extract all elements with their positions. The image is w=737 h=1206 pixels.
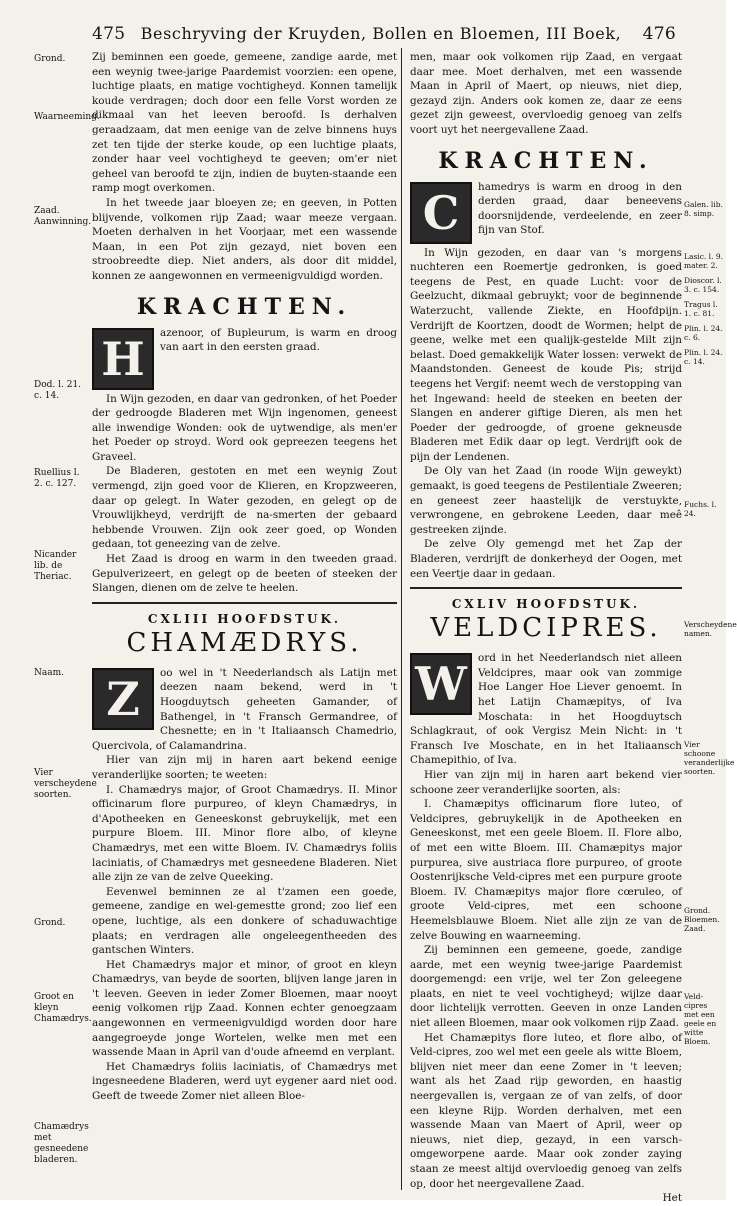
drop-capital: H [92,328,154,390]
paragraph: In het tweede jaar bloeyen ze; en geeven, in Potten blijvende, volkomen rijp Zaad; waar meeze vergaan. Moeten derhalven in het Voorjaar, met een wassende Maan, in een Pot zijn gezayd, niet boven een stroobreedte diep. Niet anders, als door dit middel, konnen ze aangewonnen en vermeenigvuldigd worden. [92,196,397,282]
paragraph: ord in het Neederlandsch niet alleen Veldcipres, maar ook van zommige Hoe Langer Hoe Liever genoemt. In het Latijn Chamæpitys, of Iva Moschata: in het Hoogduytsch Schlagkraut, of ook Vergisz Mein Nicht: in 't Fransch Ive Moschate, en in het Italiaansch Chamepithio, of Iva. [410,652,682,767]
paragraph: Hier van zijn mij in haren aart bekend vier schoone zeer veranderlijke soorten, als: [410,768,682,796]
page-number-left: 475 [92,24,126,44]
paragraph: De Oly van het Zaad (in roode Wijn geweykt) gemaakt, is goed teegens de Pestilentiale Zweeren; en geneest zeer haastelijk de verstuykte, verwrongene, en gebrokene Leeden, daar meê gestreeken zijnde. [410,465,682,536]
paragraph: In Wijn gezoden, en daar van 's morgens nuchteren een Roemertje gedronken, is goed teegens de Pest, en quade Lucht: voor de Geelzucht, dikmaal gebruykt; voor de beginnende Waterzucht, vallende Ziekte, en Hoofdpijn. Verdrijft de Koortzen, doodt de Wormen; helpt de geene, welke met een qualijk-gestelde Milt zijn belast. Doed gemakkelijk Water lossen: verwekt de Maandstonden. Geneest de koude Pis; strijd teegens het Vergif: neemt wech de verstopping van het Ingewand: heeld de steeken en beeten der Slangen en anderer giftige Dieren, als men het Poeder der gedroogde, of groene gekneusde Bladeren met Edik daar op legt. Verdrijft ook de pijn der Lendenen. [410,246,682,463]
margin-note: Chamædrys met gesneedene bladeren. [34,1122,89,1165]
section-heading: KRACHTEN. [136,293,353,320]
margin-note: Lasic. l. 9. mater. 2. [684,252,723,270]
paragraph: I. Chamæpitys officinarum flore luteo, of Veldcipres, gebruykelijk in de Apotheeken en Geneeskonst, met een geele Bloem. II. Flore albo, of met een witte Bloem. III. Chamæpitys major purpurea, sive austriaca flore purpureo, of groote Oostenrijksche Veld-cipres met een purpure groote Bloem. IV. Chamæpitys major flore cœruleo, of groote Veld-cipres, met een schoone Heemelsblauwe Bloem. Niet alle zijn ze van de zelve Bouwing en waarneeming. [410,798,682,942]
margin-note: Groot en kleyn Chamædrys. [34,992,92,1024]
margin-note: Verscheydene namen. [684,620,737,638]
margin-note: Dod. l. 21. c. 14. [34,380,82,401]
paragraph: azenoor, of Bupleurum, is warm en droog van aart in den eersten graad. [160,326,397,354]
left-column [92,50,397,1190]
margin-note: Grond. [34,54,66,64]
margin-note: Grond. [34,918,66,928]
chapter-intro [92,666,397,754]
drop-capital: W [410,653,472,715]
paragraph: Zij beminnen een gemeene, goede, zandige aarde, met een weynig twee-jarige Paardemist doorgemengd: een vrije, wel ter Zon geleegene plaats, en niet te veel vochtigheyd; wijlze daar door lichtelijk verrotten. Geeven in onze Landen niet alleen Bloemen, maar ook volkomen rijp Zaad. [410,944,682,1030]
paragraph: Eevenwel beminnen ze al t'zamen een goede, gemeene, zandige en wel-gemestte grond; zoo lief een opene, luchtige, als een donkere of schaduwachtige plaats; en verdragen alle ongeleegentheeden des gantschen Winters. [92,885,397,957]
margin-note: Veld-cipres met een geele en witte Bloem. [684,992,717,1046]
paragraph: Zij beminnen een goede, gemeene, zandige aarde, met een weynig twee-jarige Paardemist voorzien: een opene, luchtige plaats, en matige vochtigheyd. Konnen tamelijk koude verdragen; doch door een felle Vorst worden ze dikmaal van het leeven beroofd. Is derhalven geraadzaam, dat men eenige van de zelve binnens huys zet ten tijde der sterke koude, op een luchtige plaats, zonder haar veel vochtigheyd te geeven; om'er niet geheel van beroofd te zijn, indien de buyten-staande een ramp mogt overkomen. [92,51,397,195]
section-heading: KRACHTEN. [438,147,654,174]
chapter-title: VELDCIPRES. [430,613,662,644]
margin-note: Galen. lib. 8. simp. [684,200,723,218]
margin-note: Plin. l. 24. c. 6. [684,324,723,342]
chapter-label: CXLIII HOOFDSTUK. [147,611,342,626]
margin-note: Zaad. Aanwinning. [34,206,92,227]
paragraph: Het Chamædrys foliis laciniatis, of Chamædrys met ingesneedene Bladeren, werd uyt eygener aard niet ood. Geeft de tweede Zomer niet alleen Bloe- [92,1060,397,1103]
margin-note: Fuchs. l. 24. [684,500,717,518]
paragraph: In Wijn gezoden, en daar van gedronken, of het Poeder der gedroogde Bladeren met Wijn ingenomen, geneest alle inwendige Wonden: ook de uytwendige, als men'er het Poeder op stroyd. Word ook gepreezen teegens het Graveel. [92,392,397,463]
paragraph: Het Chamæpitys flore luteo, et flore albo, of Veld-cipres, zoo wel met een geele als witte Bloem, blijven niet meer dan eene Zomer in 't leeven; want als het Zaad rijp geworden, en haastig neergevallen is, vergaan ze of van zelfs, of door een kleyne Rijp. Worden derhalven, met een wassende Maan van Maert of April, weer op nieuws, niet diep, gezayd, in een varsch-omgeworpene aarde. Maar ook zonder zaying staan ze meest altijd overvloedig genoeg van zelfs op, door het neergevallene Zaad. [410,1031,682,1190]
paragraph: Het Chamædrys major et minor, of groot en kleyn Chamædrys, van beyde de soorten, blijven lange jaren in 't leeven. Geeven in ieder Zomer Bloemen, maar nooyt eenig volkomen rijp Zaad. Konnen echter genoegzaam aangewonnen en vermeenigvuldigd worden door hare aangegroeyde jonge Wortelen, welke men met een wassende Maan in April van d'oude afneemd en verplant. [92,958,397,1059]
section-body [410,180,682,238]
margin-note: Vier verscheydene soorten. [34,768,97,800]
paragraph: De Bladeren, gestoten en met een weynig Zout vermengd, zijn goed voor de Klieren, en Kropzweeren, daar op gelegt. In Water gezoden, en gelegt op de Vrouwlijkheyd, verdrijft de na-smerten der gebaard hebbende Vrouwen. Zijn ook zeer goed, op Wonden gedaan, tot geneezing van de zelve. [92,465,397,551]
margin-note: Ruellius l. 2. c. 127. [34,468,80,489]
paragraph: hamedrys is warm en droog in den derden graad, daar beneevens doorsnijdende, verdeelende, en zeer fijn van Stof. [478,180,682,237]
margin-note: Nicander lib. de Theriac. [34,550,77,582]
chapter-intro [410,651,682,768]
paragraph: Hier van zijn mij in haren aart bekend eenige veranderlijke soorten; te weeten: [92,754,397,781]
column-divider [401,48,402,1190]
margin-note: Vier schoone veranderlijke soorten. [684,740,735,776]
margin-note: Waarneeming. [34,112,100,122]
chapter-label: CXLIV HOOFDSTUK. [451,597,641,612]
paragraph: men, maar ook volkomen rijp Zaad, en vergaat daar mee. Moet derhalven, met een wassende Maan in April of Maert, op nieuws, niet diep, gezayd zijn. Anders ook komen ze, daar ze eens gezet zijn geweest, overvloedig genoeg van zelfs voort uyt het neergevallene Zaad. [410,51,682,136]
chapter-title: CHAMÆDRYS. [126,627,363,658]
right-column [410,50,682,1205]
running-title: Beschryving der Kruyden, Bollen en Bloemen, III Boek, [140,24,622,43]
section-rule [92,602,397,604]
catchword: Het [662,1192,682,1205]
margin-note: Plin. l. 24. c. 14. [684,348,723,366]
paragraph: Het Zaad is droog en warm in den tweeden graad. Gepulverizeert, en gelegt op de beeten of steeken der Slangen, dienen om de zelve te heelen. [92,553,397,595]
section-body [92,326,397,386]
margin-note: Naam. [34,668,65,678]
margin-note: Tragus l. 1. c. 81. [684,300,718,318]
paragraph: I. Chamædrys major, of Groot Chamædrys. II. Minor officinarum flore purpureo, of kleyn Chamædrys, in d'Apotheeken en Geneeskonst gebruykelijk, met een purpure Bloem. III. Minor flore albo, of kleyne Chamædrys, met een witte Bloem. IV. Chamædrys foliis laciniatis, of Chamædrys met gesneedene Bladeren. Niet alle zijn ze van de zelve Queeking. [92,783,397,884]
section-rule [410,587,682,589]
paragraph: De zelve Oly gemengd met het Zap der Bladeren, verdrijft de donkerheyd der Oogen, met een Veertje daar in gedaan. [410,538,682,580]
drop-capital: C [410,182,472,244]
margin-note: Grond. Bloemen. Zaad. [684,906,720,933]
page-number-right: 476 [642,24,676,44]
running-header [92,24,676,46]
drop-capital: Z [92,668,154,730]
margin-note: Dioscor. l. 3. c. 154. [684,276,722,294]
paragraph: oo wel in 't Neederlandsch als Latijn met deezen naam bekend, werd in 't Hoogduytsch geheeten Gamander, of Bathengel, in 't Fransch Germandree, of Chesnette; en in 't Italiaansch Chamedrio, Quercivola, of Calamandrina. [92,666,397,752]
